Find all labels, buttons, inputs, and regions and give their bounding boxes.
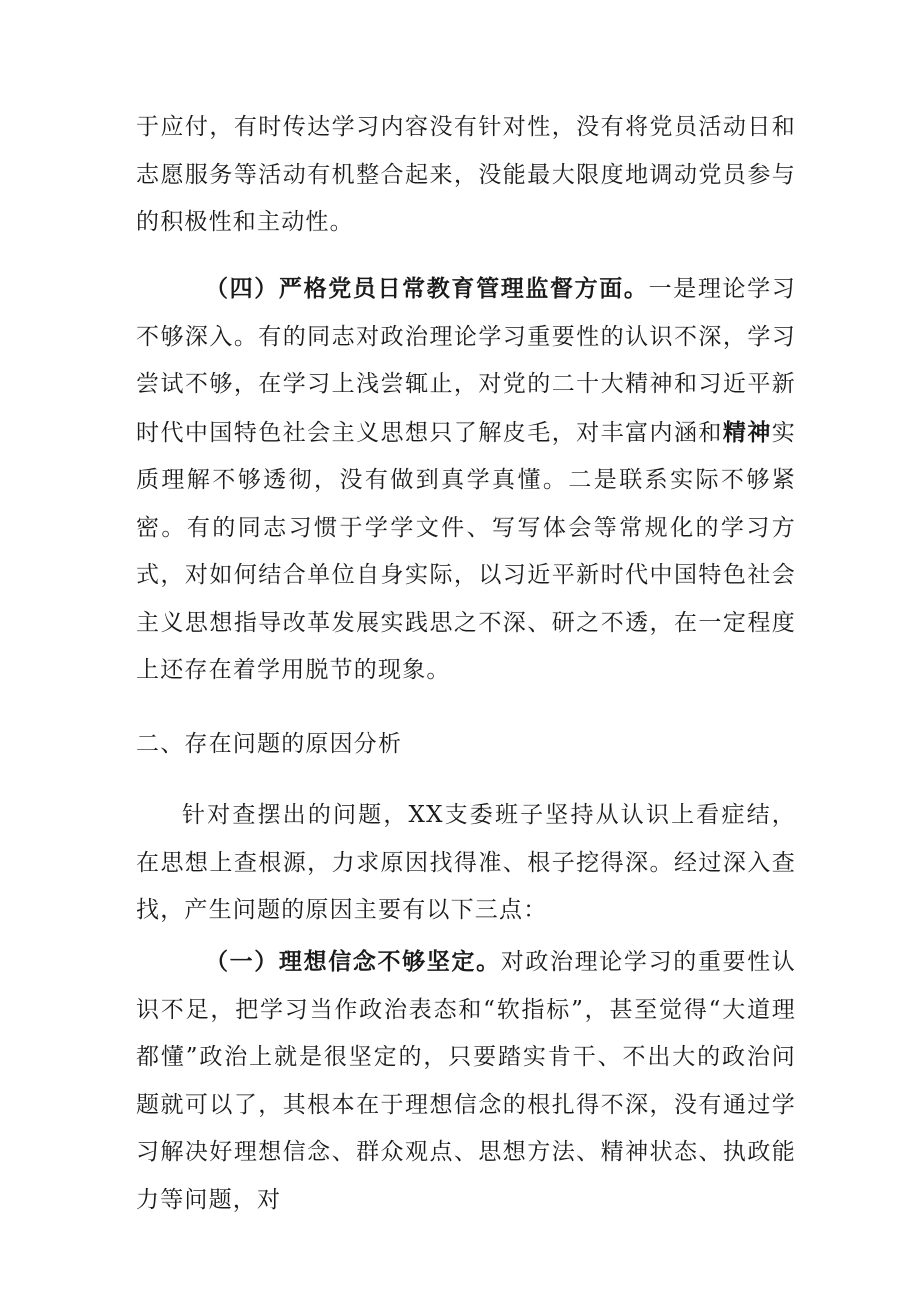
section-two-heading-block xyxy=(136,721,796,769)
paragraph-four-text xyxy=(136,265,796,695)
paragraph-four-heading: （四）严格党员日常教育管理监督方面。 xyxy=(205,275,649,302)
paragraph-continued xyxy=(136,104,796,247)
section-two-intro-block xyxy=(136,792,796,935)
paragraph-four-body-bold: 精神 xyxy=(722,418,772,446)
paragraph-text: 于应付，有时传达学习内容没有针对性，没有将党员活动日和志愿服务等活动有机整合起来，没能最大限度地调动党员参与的积极性和主动性。 xyxy=(136,114,796,235)
paragraph-one xyxy=(136,938,796,1224)
paragraph-one-body: 对政治理论学习的重要性认识不足，把学习当作政治表态和“软指标”，甚至觉得“大道理都懂”政治上就是很坚定的，只要踏实肯干、不出大的政治问题就可以了，其根本在于理想信念的根扎得不深，没有通过学习解决好理想信念、群众观点、思想方法、精神状态、执政能力等问题，对 xyxy=(136,949,796,1213)
section-two-title: 二、存在问题的原因分析 xyxy=(136,731,403,757)
paragraph-one-text xyxy=(136,938,796,1224)
paragraph-four-body-part2: 实质理解不够透彻，没有做到真学真懂。二是联系实际不够紧密。有的同志习惯于学学文件、写写体会等常规化的学习方式，对如何结合单位自身实际，以习近平新时代中国特色社会主义思想指导改革发展实践思之不深、研之不透，在一定程度上还存在着学用脱节的现象。 xyxy=(136,419,796,683)
paragraph-one-heading: （一）理想信念不够坚定。 xyxy=(205,948,501,975)
section-two-intro: 针对查摆出的问题，XX支委班子坚持从认识上看症结，在思想上查根源，力求原因找得准、根子挖得深。经过深入查找，产生问题的原因主要有以下三点： xyxy=(136,802,796,923)
paragraph-four xyxy=(136,265,796,695)
paragraph-four-body-part1: 一是理论学习不够深入。有的同志对政治理论学习重要性的认识不深，学习尝试不够，在学习上浅尝辄止，对党的二十大精神和习近平新时代中国特色社会主义思想只了解皮毛，对丰富内涵和 xyxy=(136,276,796,446)
